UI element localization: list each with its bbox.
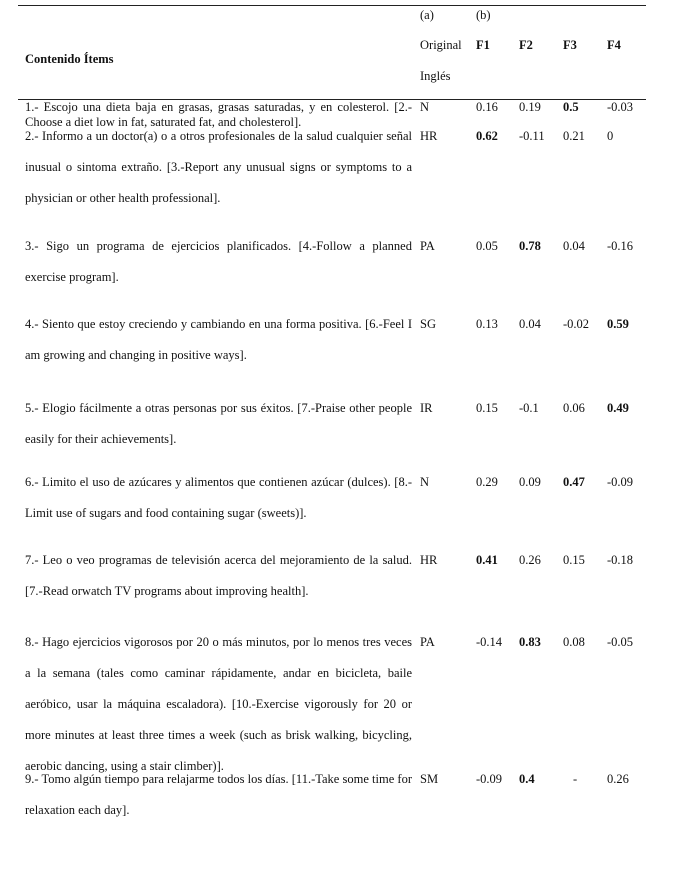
loading-f2: 0.04 bbox=[519, 317, 541, 331]
item-content: 4.- Siento que estoy creciendo y cambiando en una forma positiva. [6.-Feel I am growing and changing in positive ways]. bbox=[25, 317, 412, 362]
loading-f3: -0.02 bbox=[563, 317, 590, 331]
f2-header: F2 bbox=[519, 38, 533, 52]
loading-f3: 0.15 bbox=[563, 553, 585, 567]
original-dimension: N bbox=[420, 475, 430, 489]
loading-f3: 0.06 bbox=[563, 401, 585, 415]
loading-f1: 0.29 bbox=[476, 475, 498, 489]
item-content: 3.- Sigo un programa de ejercicios planificados. [4.-Follow a planned exercise program]. bbox=[25, 239, 412, 284]
loading-f3: 0.5 bbox=[563, 100, 579, 114]
loading-f4: -0.05 bbox=[607, 635, 634, 649]
item-content: 6.- Limito el uso de azúcares y alimentos que contienen azúcar (dulces). [8.-Limit use of sugars and food containing sugar (sweets)]. bbox=[25, 475, 412, 520]
loading-f2: 0.19 bbox=[519, 100, 541, 114]
original-dimension: PA bbox=[420, 635, 435, 649]
original-dimension: IR bbox=[420, 401, 433, 415]
loading-f3: 0.04 bbox=[563, 239, 585, 253]
loading-f3: - bbox=[573, 772, 578, 786]
col-a-note: (a) bbox=[420, 8, 434, 22]
loading-f2: -0.11 bbox=[519, 129, 545, 143]
loading-f4: -0.16 bbox=[607, 239, 634, 253]
original-dimension: PA bbox=[420, 239, 435, 253]
loading-f4: 0.59 bbox=[607, 317, 629, 331]
original-dimension: SM bbox=[420, 772, 439, 786]
f1-header: F1 bbox=[476, 38, 490, 52]
loading-f2: 0.83 bbox=[519, 635, 541, 649]
loading-f2: 0.26 bbox=[519, 553, 541, 567]
loading-f4: 0.49 bbox=[607, 401, 629, 415]
original-dimension: N bbox=[420, 100, 430, 114]
top-rule bbox=[18, 5, 646, 6]
loading-f4: -0.09 bbox=[607, 475, 634, 489]
item-content: 7.- Leo o veo programas de televisión acerca del mejoramiento de la salud. [7.-Read orwatch TV programs about improving health]. bbox=[25, 553, 412, 598]
loading-f1: 0.62 bbox=[476, 129, 498, 143]
f4-header: F4 bbox=[607, 38, 621, 52]
col-b-note: (b) bbox=[476, 8, 491, 22]
loading-f1: -0.14 bbox=[476, 635, 503, 649]
item-content: 9.- Tomo algún tiempo para relajarme todos los días. [11.-Take some time for relaxation each day]. bbox=[25, 772, 412, 817]
loading-f4: 0 bbox=[607, 129, 614, 143]
loading-f4: -0.03 bbox=[607, 100, 634, 114]
loading-f1: 0.16 bbox=[476, 100, 498, 114]
original-dimension: HR bbox=[420, 129, 438, 143]
loading-f4: -0.18 bbox=[607, 553, 634, 567]
loading-f2: 0.4 bbox=[519, 772, 535, 786]
original-dimension: SG bbox=[420, 317, 436, 331]
loading-f3: 0.21 bbox=[563, 129, 585, 143]
loading-f2: 0.09 bbox=[519, 475, 541, 489]
item-content: 2.- Informo a un doctor(a) o a otros profesionales de la salud cualquier señal inusual o sintoma extraño. [3.-Report any unusual signs or symptoms to a physician or other health professional]. bbox=[25, 129, 412, 205]
loading-f1: -0.09 bbox=[476, 772, 503, 786]
original-dimension: HR bbox=[420, 553, 438, 567]
item-content: 8.- Hago ejercicios vigorosos por 20 o más minutos, por lo menos tres veces a la semana (tales como caminar rápidamente, andar en bicicleta, baile aeróbico, usar la máquina escaladora). [10.-Exercise vigorously for 20 or more minutes at least three times a week (such as brisk walking, bicycling, aerobic dancing, using a stair climber)]. bbox=[25, 635, 412, 773]
loading-f1: 0.41 bbox=[476, 553, 498, 567]
original-header: Original bbox=[420, 38, 462, 52]
f3-header: F3 bbox=[563, 38, 577, 52]
loading-f1: 0.13 bbox=[476, 317, 498, 331]
item-content: 5.- Elogio fácilmente a otras personas por sus éxitos. [7.-Praise other people easily for their achievements]. bbox=[25, 401, 412, 446]
loading-f4: 0.26 bbox=[607, 772, 629, 786]
loading-f1: 0.05 bbox=[476, 239, 498, 253]
loading-f2: 0.78 bbox=[519, 239, 541, 253]
loading-f3: 0.08 bbox=[563, 635, 585, 649]
loading-f2: -0.1 bbox=[519, 401, 539, 415]
item-content: 1.- Escojo una dieta baja en grasas, grasas saturadas, y en colesterol. [2.-Choose a diet low in fat, saturated fat, and cholesterol]. bbox=[25, 100, 412, 129]
loading-f1: 0.15 bbox=[476, 401, 498, 415]
ingles-header: Inglés bbox=[420, 69, 451, 83]
items-header: Contenido Ítems bbox=[25, 52, 114, 66]
loading-f3: 0.47 bbox=[563, 475, 585, 489]
